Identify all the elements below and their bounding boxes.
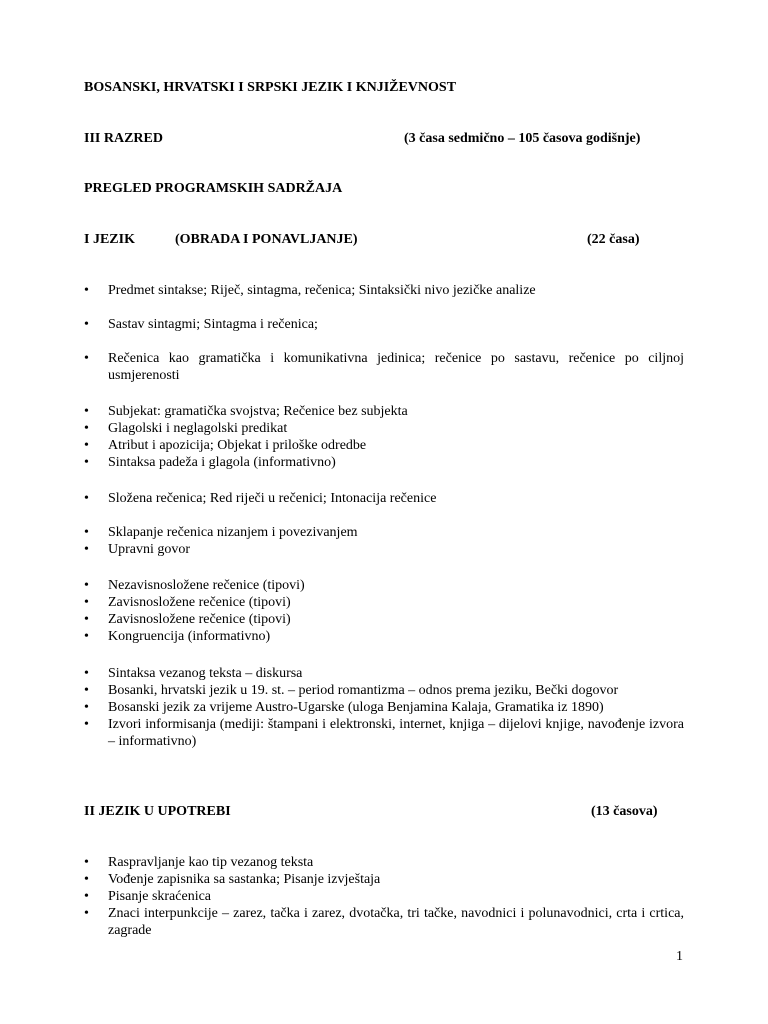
list-item: • Sintaksa vezanog teksta – diskursa bbox=[84, 665, 684, 682]
section1-list-d bbox=[84, 403, 684, 471]
section1-list-c bbox=[84, 350, 684, 384]
section1-list-e bbox=[84, 490, 684, 507]
list-item: • Znaci interpunkcije – zarez, tačka i zarez, dvotačka, tri tačke, navodnici i polunavodnici, crta i crtica, zagrade bbox=[84, 905, 684, 939]
section1-hours: (22 časa) bbox=[587, 232, 640, 247]
section1-list-f bbox=[84, 524, 684, 558]
section1-list-b bbox=[84, 316, 684, 333]
list-item: • Upravni govor bbox=[84, 541, 684, 558]
list-item: • Sastav sintagmi; Sintagma i rečenica; bbox=[84, 316, 684, 333]
list-item: • Zavisnosložene rečenice (tipovi) bbox=[84, 594, 684, 611]
list-item: • Predmet sintakse; Riječ, sintagma, rečenica; Sintaksički nivo jezičke analize bbox=[84, 282, 684, 299]
list-item: • Bosanski jezik za vrijeme Austro-Ugarske (uloga Benjamina Kalaja, Gramatika iz 1890) bbox=[84, 699, 684, 716]
page-number: 1 bbox=[676, 949, 683, 964]
list-item: • Nezavisnosložene rečenice (tipovi) bbox=[84, 577, 684, 594]
section2-hours: (13 časova) bbox=[591, 804, 658, 819]
list-item: • Atribut i apozicija; Objekat i priloške odredbe bbox=[84, 437, 684, 454]
list-item: • Pisanje skraćenica bbox=[84, 888, 684, 905]
list-item: • Raspravljanje kao tip vezanog teksta bbox=[84, 854, 684, 871]
list-item: • Glagolski i neglagolski predikat bbox=[84, 420, 684, 437]
annual-hours: (3 časa sedmično – 105 časova godišnje) bbox=[404, 131, 641, 146]
list-item: • Sklapanje rečenica nizanjem i povezivanjem bbox=[84, 524, 684, 541]
list-item: • Vođenje zapisnika sa sastanka; Pisanje izvještaja bbox=[84, 871, 684, 888]
list-item: • Subjekat: gramatička svojstva; Rečenice bez subjekta bbox=[84, 403, 684, 420]
list-item: • Složena rečenica; Red riječi u rečenici; Intonacija rečenice bbox=[84, 490, 684, 507]
grade-label: III RAZRED bbox=[84, 131, 163, 146]
list-item: • Sintaksa padeža i glagola (informativno) bbox=[84, 454, 684, 471]
section2-list bbox=[84, 854, 684, 939]
document-title: BOSANSKI, HRVATSKI I SRPSKI JEZIK I KNJIŽEVNOST bbox=[84, 80, 457, 95]
section1-list-a bbox=[84, 282, 684, 299]
list-item: • Rečenica kao gramatička i komunikativna jedinica; rečenice po sastavu, rečenice po ciljnoj usmjerenosti bbox=[84, 350, 684, 384]
section2-title: II JEZIK U UPOTREBI bbox=[84, 804, 231, 819]
overview-heading: PREGLED PROGRAMSKIH SADRŽAJA bbox=[84, 181, 343, 196]
list-item: • Zavisnosložene rečenice (tipovi) bbox=[84, 611, 684, 628]
list-item: • Bosanki, hrvatski jezik u 19. st. – period romantizma – odnos prema jeziku, Bečki dogovor bbox=[84, 682, 684, 699]
section1-title: I JEZIK bbox=[84, 232, 135, 247]
section1-list-g bbox=[84, 577, 684, 645]
section1-subtitle: (OBRADA I PONAVLJANJE) bbox=[175, 232, 358, 247]
list-item: • Kongruencija (informativno) bbox=[84, 628, 684, 645]
list-item: • Izvori informisanja (mediji: štampani i elektronski, internet, knjiga – dijelovi knjige, navođenje izvora – informativno) bbox=[84, 716, 684, 750]
section1-list-h bbox=[84, 665, 684, 750]
